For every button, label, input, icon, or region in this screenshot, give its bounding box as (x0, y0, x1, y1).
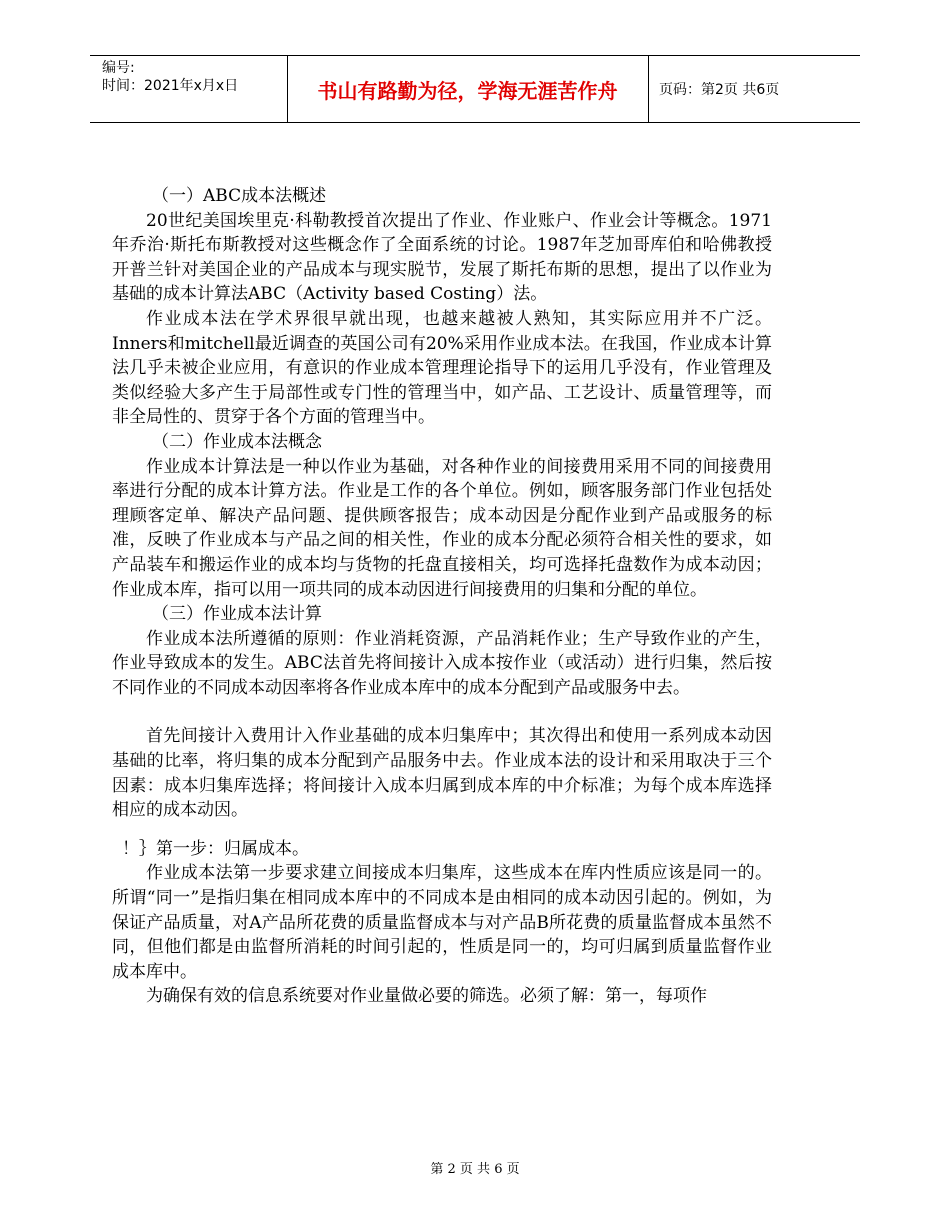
document-time-label: 时间：2021年x月x日 (102, 78, 239, 94)
header-motto: 书山有路勤为径，学海无涯苦作舟 (317, 78, 618, 103)
header-divider (648, 56, 649, 122)
document-body (112, 184, 772, 1009)
page-footer: 第 2 页 共 6 页 (430, 1162, 520, 1177)
page-header (90, 55, 860, 123)
paragraph: 作业成本计算法是一种以作业为基础，对各种作业的间接费用采用不同的间接费用率进行分配的成本计算方法。作业是工作的各个单位。例如，顾客服务部门作业包括处理顾客定单、解决产品问题、提供顾客报告；成本动因是分配作业到产品或服务的标准，反映了作业成本与产品之间的相关性，作业的成本分配必须符合相关性的要求，如产品装车和搬运作业的成本均与货物的托盘直接相关，均可选择托盘数作为成本动因；作业成本库，指可以用一项共同的成本动因进行间接费用的归集和分配的单位。 (112, 456, 772, 600)
paragraph-spacer (112, 700, 772, 724)
section-heading-1: （一）ABC成本法概述 (152, 186, 327, 206)
document-number-label: 编号: (102, 60, 135, 76)
paragraph: 作业成本法在学术界很早就出现，也越来越被人熟知，其实际应用并不广泛。Inners和mitchell最近调查的英国公司有20%采用作业成本法。在我国，作业成本计算法几乎未被企业应用，有意识的作业成本管理理论指导下的运用几乎没有，作业管理及类似经验大多产生于局部性或专门性的管理当中，如产品、工艺设计、质量管理等，而非全局性的、贯穿于各个方面的管理当中。 (112, 308, 772, 428)
paragraph: 为确保有效的信息系统要对作业量做必要的筛选。必须了解：第一，每项作 (146, 986, 707, 1007)
paragraph: 作业成本法所遵循的原则：作业消耗资源，产品消耗作业；生产导致作业的产生，作业导致成本的发生。ABC法首先将间接计入成本按作业（或活动）进行归集，然后按不同作业的不同成本动因率将各作业成本库中的成本分配到产品或服务中去。 (112, 628, 772, 698)
paragraph: 20世纪美国埃里克·科勒教授首次提出了作业、作业账户、作业会计等概念。1971年乔治·斯托布斯教授对这些概念作了全面系统的讨论。1987年芝加哥库伯和哈佛教授开普兰针对美国企业的产品成本与现实脱节，发展了斯托布斯的思想，提出了以作业为基础的成本计算法ABC（Activity based Costing）法。 (112, 210, 772, 305)
header-meta (102, 59, 287, 95)
step-heading: ！｝第一步：归属成本。 (122, 838, 309, 859)
paragraph-spacer (112, 823, 772, 837)
paragraph: 作业成本法第一步要求建立间接成本归集库，这些成本在库内性质应该是同一的。所谓“同一”是指归集在相同成本库中的不同成本是由相同的成本动因引起的。例如，为保证产品质量，对A产品所花费的质量监督成本与对产品B所花费的质量监督成本虽然不同，但他们都是由监督所消耗的时间引起的，性质是同一的，均可归属到质量监督作业成本库中。 (112, 863, 772, 982)
section-heading-3: （三）作业成本法计算 (152, 604, 322, 625)
section-heading-2: （二）作业成本法概念 (152, 431, 322, 452)
paragraph: 首先间接计入费用计入作业基础的成本归集库中；其次得出和使用一系列成本动因基础的比率，将归集的成本分配到产品服务中去。作业成本法的设计和采用取决于三个因素：成本归集库选择；将间接计入成本归属到成本库的中介标准；为每个成本库选择相应的成本动因。 (112, 726, 772, 821)
header-page-number: 页码：第2页 共6页 (659, 82, 780, 98)
